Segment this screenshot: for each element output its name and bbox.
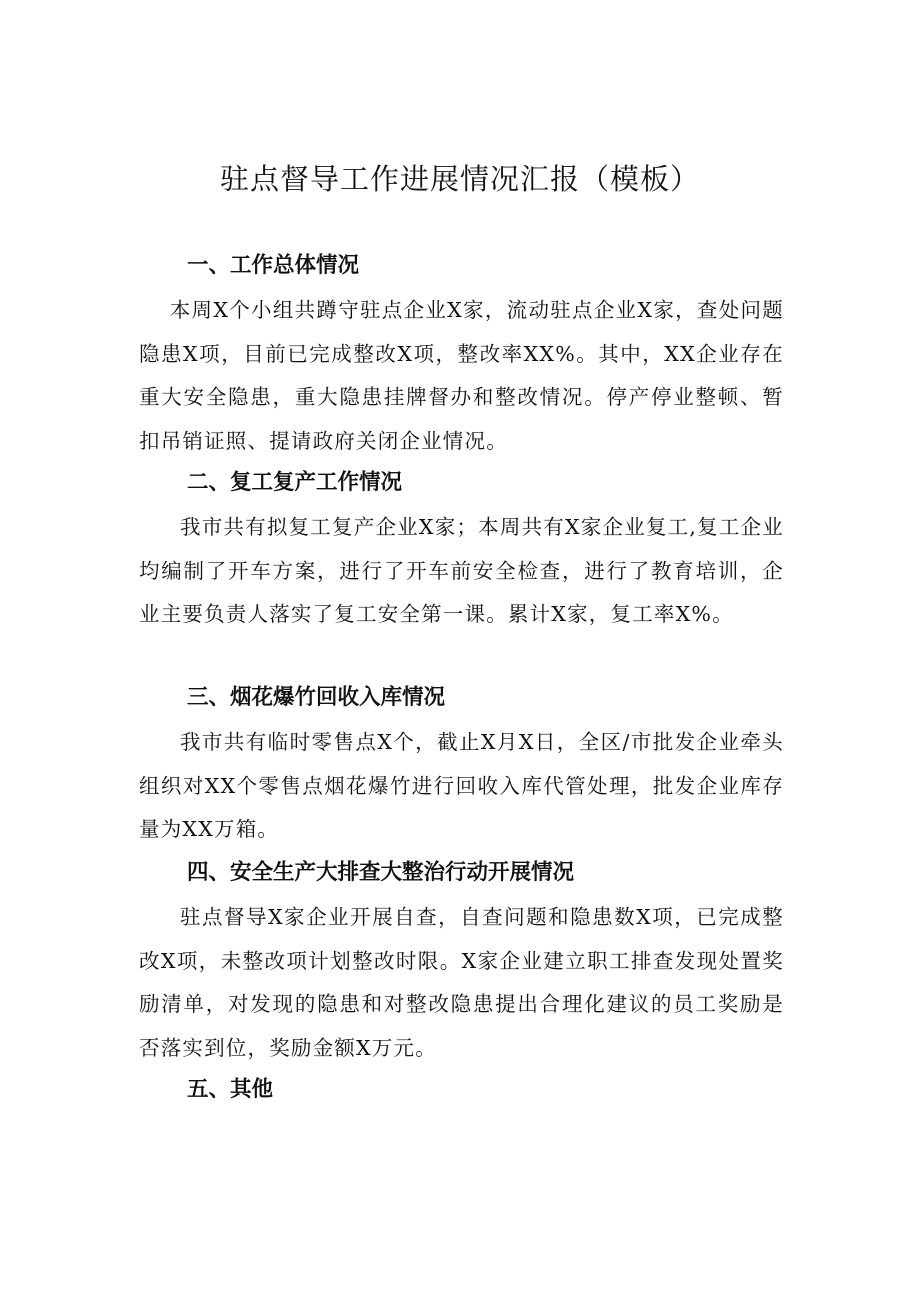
- section-body-fireworks: 我市共有临时零售点X个，截止X月X日，全区/市批发企业牵头组织对XX个零售点烟花爆竹进行回收入库代管处理，批发企业库存量为XX万箱。: [139, 730, 784, 841]
- section-heading-inspection: 四、安全生产大排查大整治行动开展情况: [187, 860, 575, 885]
- section-heading-other: 五、其他: [187, 1077, 274, 1102]
- section-body-resumption: 我市共有拟复工复产企业X家；本周共有X家企业复工,复工企业均编制了开车方案，进行了开车前安全检查，进行了教育培训，企业主要负责人落实了复工安全第一课。累计X家，复工率X%。: [139, 515, 784, 626]
- document-title: 驻点督导工作进展情况汇报（模板）: [219, 162, 700, 196]
- section-heading-overall: 一、工作总体情况: [187, 253, 360, 278]
- section-body-inspection: 驻点督导X家企业开展自查，自查问题和隐患数X项，已完成整改X项，未整改项计划整改时限。X家企业建立职工排查发现处置奖励清单，对发现的隐患和对整改隐患提出合理化建议的员工奖励是否落实到位，奖励金额X万元。: [139, 905, 784, 1060]
- section-body-overall: 本周X个小组共蹲守驻点企业X家，流动驻点企业X家，查处问题隐患X项，目前已完成整改X项，整改率XX%。其中，XX企业存在重大安全隐患，重大隐患挂牌督办和整改情况。停产停业整顿、暂扣吊销证照、提请政府关闭企业情况。: [139, 298, 784, 453]
- section-heading-resumption: 二、复工复产工作情况: [187, 470, 403, 495]
- section-heading-fireworks: 三、烟花爆竹回收入库情况: [187, 685, 446, 710]
